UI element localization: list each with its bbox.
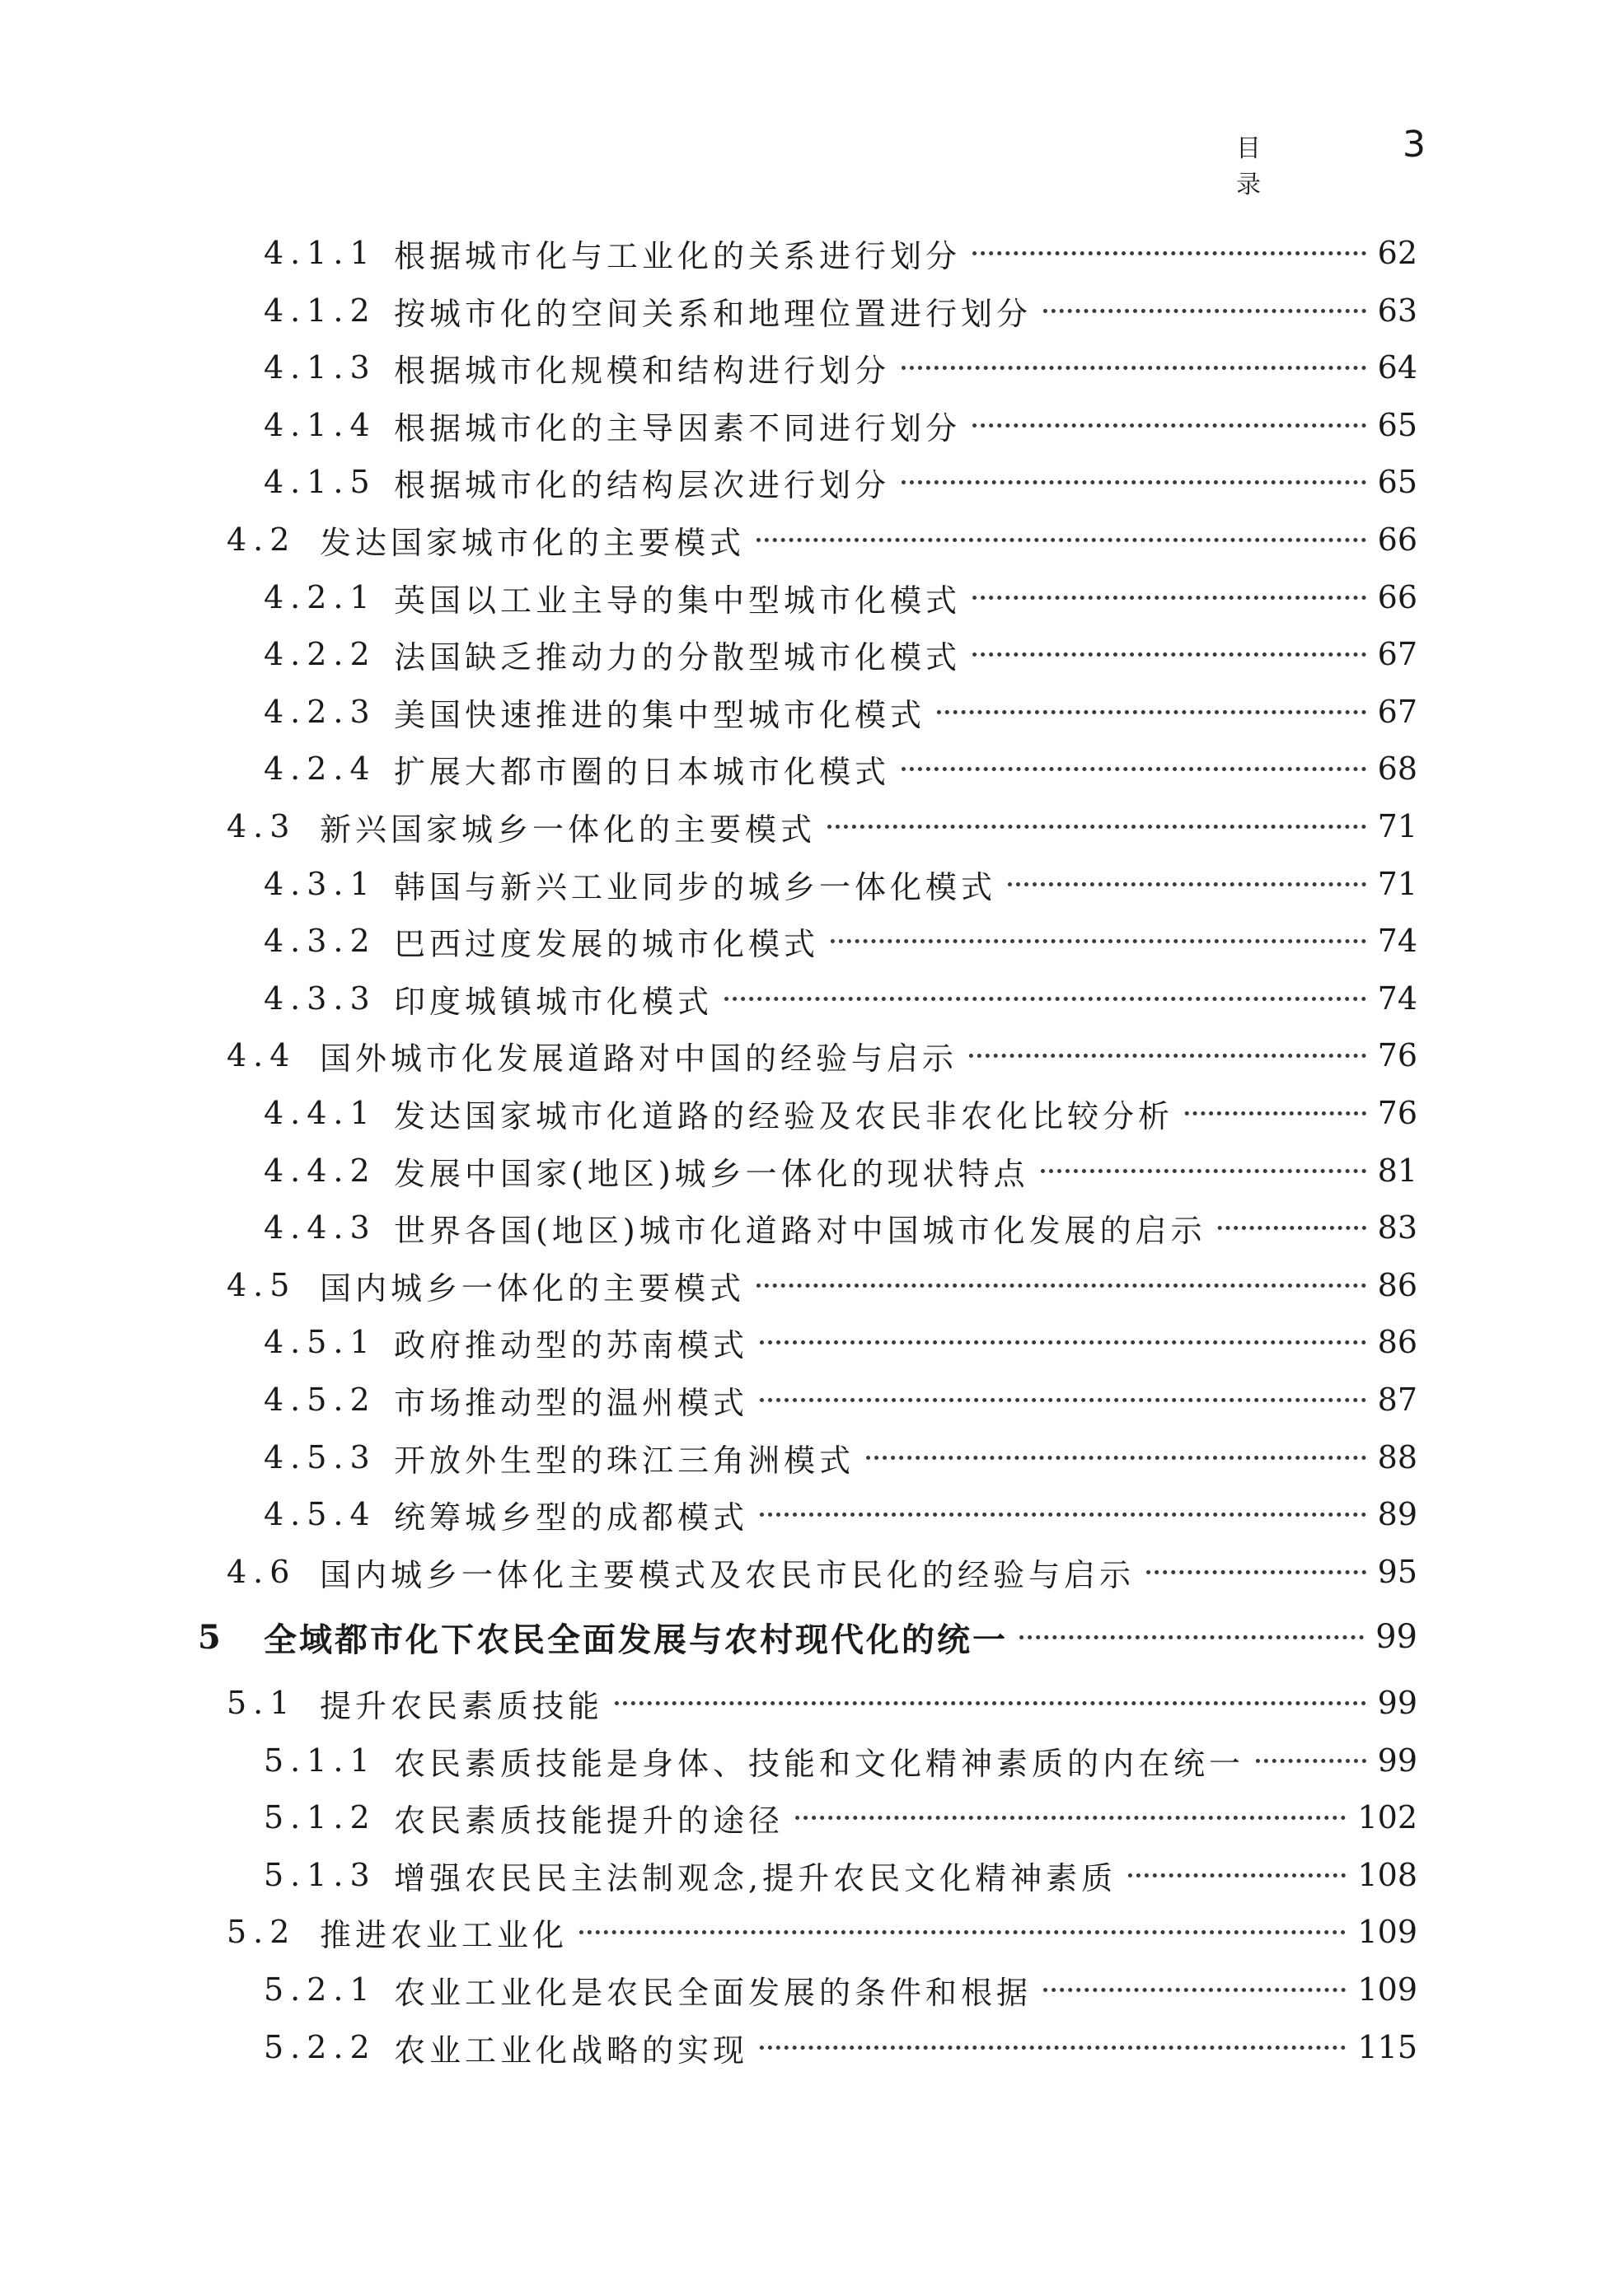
toc-entry-page: 64 [1370, 349, 1417, 386]
toc-entry-number: 4.1.3 [264, 349, 377, 386]
dot-leader [716, 967, 1366, 1017]
toc-entry-page: 71 [1370, 866, 1417, 902]
toc-entry-title: 美国快速推进的集中型城市化模式 [394, 690, 935, 735]
toc-entry-number: 4.5.2 [264, 1382, 377, 1418]
toc-entry-number: 4.3 [227, 808, 297, 844]
toc-entry-number: 4.4.1 [264, 1095, 377, 1131]
toc-entry-page: 62 [1370, 235, 1417, 271]
toc-entry-title: 开放外生型的珠江三角洲模式 [394, 1435, 864, 1480]
toc-entry-page: 115 [1349, 2029, 1417, 2065]
toc-entry [0, 1678, 1616, 1728]
toc-entry-page: 83 [1370, 1209, 1417, 1246]
toc-entry-page: 89 [1370, 1496, 1417, 1532]
toc-entry-title: 农业工业化是农民全面发展的条件和根据 [394, 1967, 1042, 2013]
toc-entry [0, 1907, 1616, 1957]
toc-entry-number: 5 [198, 1617, 221, 1657]
toc-entry [0, 1146, 1616, 1195]
toc-entry-title: 市场推动型的温州模式 [394, 1377, 758, 1423]
toc-entry-title: 韩国与新兴工业同步的城乡一体化模式 [394, 862, 1006, 907]
header-page-number: 3 [1403, 124, 1426, 166]
toc-entry-number: 4.2.2 [264, 636, 377, 672]
toc-entry-page: 109 [1349, 1971, 1417, 2008]
toc-entry-number: 5.1 [227, 1685, 297, 1721]
toc-entry-number: 5.1.3 [264, 1857, 377, 1893]
dot-leader [964, 222, 1366, 271]
dot-leader [1177, 1082, 1366, 1131]
dot-leader [858, 1426, 1366, 1475]
toc-entry-number: 5.1.1 [264, 1742, 377, 1779]
running-header [1236, 124, 1426, 199]
toc-entry-number: 4.1.4 [264, 407, 377, 443]
toc-entry [0, 1736, 1616, 1785]
toc-entry-page: 99 [1370, 1742, 1417, 1779]
toc-entry-title: 根据城市化的主导因素不同进行划分 [394, 403, 971, 448]
toc-entry-number: 5.1.2 [264, 1799, 377, 1835]
toc-entry-number: 5.2.1 [264, 1971, 377, 2008]
toc-entry-title: 农业工业化战略的实现 [394, 2025, 758, 2070]
toc-entry-title: 增强农民民主法制观念,提升农民文化精神素质 [394, 1853, 1127, 1898]
dot-leader [893, 737, 1366, 787]
toc-entry-title: 推进农业工业化 [320, 1910, 578, 1955]
toc-entry-number: 4.1.1 [264, 235, 377, 271]
toc-entry [0, 1850, 1616, 1900]
dot-leader [1248, 1729, 1366, 1779]
toc-entry-title: 根据城市化规模和结构进行划分 [394, 345, 900, 390]
toc-entry [0, 1317, 1616, 1367]
dot-leader [1120, 1844, 1346, 1893]
toc-entry [0, 1793, 1616, 1842]
toc-entry-page: 67 [1370, 636, 1417, 672]
toc-entry [0, 515, 1616, 564]
toc-entry-title: 提升农民素质技能 [320, 1681, 613, 1726]
toc-entry [0, 1547, 1616, 1597]
toc-entry-number: 4.5 [227, 1267, 297, 1303]
toc-entry-title: 按城市化的空间关系和地理位置进行划分 [394, 288, 1042, 334]
dot-leader [752, 1311, 1366, 1360]
toc-entry [0, 457, 1616, 507]
dot-leader [893, 451, 1366, 500]
toc-entry-page: 76 [1370, 1095, 1417, 1131]
toc-entry-title: 英国以工业主导的集中型城市化模式 [394, 575, 971, 620]
dot-leader [822, 910, 1366, 959]
toc-entry-title: 统筹城乡型的成都模式 [394, 1492, 758, 1537]
toc-entry [0, 286, 1616, 335]
toc-entry [0, 1433, 1616, 1482]
toc-entry [0, 343, 1616, 392]
toc-entry [0, 1088, 1616, 1138]
toc-entry [0, 629, 1616, 679]
toc-entry-page: 86 [1370, 1324, 1417, 1360]
toc-entry-title: 扩展大都市圈的日本城市化模式 [394, 746, 900, 792]
dot-leader [607, 1672, 1366, 1721]
dot-leader [1210, 1196, 1366, 1246]
dot-leader [748, 508, 1366, 558]
toc-entry [0, 400, 1616, 450]
toc-entry [0, 1031, 1616, 1080]
toc-entry [0, 1203, 1616, 1252]
toc-entry-page: 87 [1370, 1382, 1417, 1418]
dot-leader [787, 1786, 1346, 1835]
toc-entry-page: 65 [1370, 407, 1417, 443]
toc-entry [0, 1375, 1616, 1424]
toc-entry-title: 国内城乡一体化主要模式及农民市民化的经验与启示 [320, 1550, 1145, 1595]
toc-entry-number: 4.1.5 [264, 464, 377, 500]
toc-entry [0, 687, 1616, 736]
toc-entry [0, 2022, 1616, 2072]
toc-entry-title: 农民素质技能提升的途径 [394, 1795, 794, 1840]
toc-entry-number: 5.2 [227, 1914, 297, 1950]
toc-entry-number: 4.4 [227, 1037, 297, 1073]
dot-leader [961, 1024, 1366, 1073]
toc-entry-title: 巴西过度发展的城市化模式 [394, 919, 829, 964]
toc-entry-title: 新兴国家城乡一体化的主要模式 [320, 804, 826, 849]
toc-entry-title: 农民素质技能是身体、技能和文化精神素质的内在统一 [394, 1738, 1254, 1784]
dot-leader [752, 1483, 1366, 1532]
toc-entry-page: 66 [1370, 579, 1417, 615]
toc-entry-title: 根据城市化与工业化的关系进行划分 [394, 231, 971, 276]
toc-entry [0, 916, 1616, 966]
toc-entry-number: 4.2.3 [264, 694, 377, 730]
dot-leader [964, 394, 1366, 443]
toc-entry [0, 1965, 1616, 2014]
toc-entry-title: 发展中国家(地区)城乡一体化的现状特点 [394, 1148, 1039, 1194]
toc-entry-number: 4.1.2 [264, 292, 377, 329]
toc-entry-number: 4.2 [227, 521, 297, 558]
toc-entry-title: 根据城市化的结构层次进行划分 [394, 460, 900, 505]
toc-entry-title: 法国缺乏推动力的分散型城市化模式 [394, 632, 971, 677]
toc-entry-number: 4.5.1 [264, 1324, 377, 1360]
toc-entry-title: 发达国家城市化的主要模式 [320, 517, 755, 563]
toc-entry-number: 4.5.3 [264, 1439, 377, 1475]
toc-entry [0, 744, 1616, 793]
toc-entry [0, 228, 1616, 278]
toc-entry [0, 573, 1616, 622]
toc-entry [0, 1612, 1616, 1662]
toc-entry-number: 4.5.4 [264, 1496, 377, 1532]
dot-leader [1000, 853, 1366, 902]
toc-entry-number: 5.2.2 [264, 2029, 377, 2065]
toc-entry [0, 974, 1616, 1023]
toc-entry-number: 4.3.2 [264, 923, 377, 959]
dot-leader [1033, 1139, 1366, 1189]
toc-entry-page: 102 [1349, 1799, 1417, 1835]
dot-leader [964, 623, 1366, 672]
dot-leader [752, 1368, 1366, 1418]
dot-leader [819, 795, 1366, 844]
toc-entry-number: 4.2.1 [264, 579, 377, 615]
toc-entry-page: 95 [1370, 1554, 1417, 1590]
toc-entry [0, 1489, 1616, 1539]
toc-entry-title: 印度城镇城市化模式 [394, 976, 723, 1022]
toc-entry-title: 国外城市化发展道路对中国的经验与启示 [320, 1033, 967, 1078]
toc-entry-page: 109 [1349, 1914, 1417, 1950]
toc-entry-page: 81 [1370, 1153, 1417, 1189]
toc-entry [0, 802, 1616, 851]
toc-entry-page: 68 [1370, 751, 1417, 787]
dot-leader [571, 1901, 1346, 1950]
toc-entry [0, 1260, 1616, 1310]
dot-leader [929, 680, 1366, 730]
dot-leader [748, 1254, 1366, 1303]
toc-entry-page: 65 [1370, 464, 1417, 500]
toc-entry-title: 发达国家城市化道路的经验及农民非农化比较分析 [394, 1091, 1183, 1136]
toc-entry-page: 63 [1370, 292, 1417, 329]
toc-entry-page: 67 [1370, 694, 1417, 730]
toc-entry-number: 4.3.3 [264, 980, 377, 1017]
dot-leader [893, 336, 1366, 386]
toc-entry-number: 4.2.4 [264, 751, 377, 787]
toc-entry-page: 74 [1370, 980, 1417, 1017]
toc-entry-page: 71 [1370, 808, 1417, 844]
toc-entry [0, 859, 1616, 909]
toc-entry-page: 88 [1370, 1439, 1417, 1475]
toc-entry-number: 4.4.2 [264, 1153, 377, 1189]
dot-leader [1035, 279, 1366, 329]
toc-entry-title: 全域都市化下农民全面发展与农村现代化的统一 [264, 1614, 1018, 1661]
header-section-title: 目 录 [1236, 134, 1295, 199]
toc-entry-page: 76 [1370, 1037, 1417, 1073]
toc-entry-page: 74 [1370, 923, 1417, 959]
toc-entry-number: 4.3.1 [264, 866, 377, 902]
dot-leader [1011, 1606, 1364, 1655]
toc-entry-page: 108 [1349, 1857, 1417, 1893]
toc-entry-page: 86 [1370, 1267, 1417, 1303]
toc-entry-page: 66 [1370, 521, 1417, 558]
toc-entry-title: 政府推动型的苏南模式 [394, 1320, 758, 1365]
toc-entry-page: 99 [1370, 1685, 1417, 1721]
dot-leader [964, 566, 1366, 615]
toc-entry-number: 4.4.3 [264, 1209, 377, 1246]
toc-entry-title: 世界各国(地区)城市化道路对中国城市化发展的启示 [394, 1205, 1216, 1251]
dot-leader [1035, 1958, 1346, 2008]
dot-leader [752, 2016, 1346, 2065]
toc-entry-title: 国内城乡一体化的主要模式 [320, 1263, 755, 1308]
toc-entry-number: 4.6 [227, 1554, 297, 1590]
dot-leader [1138, 1541, 1366, 1590]
toc-entry-page: 99 [1367, 1618, 1417, 1656]
